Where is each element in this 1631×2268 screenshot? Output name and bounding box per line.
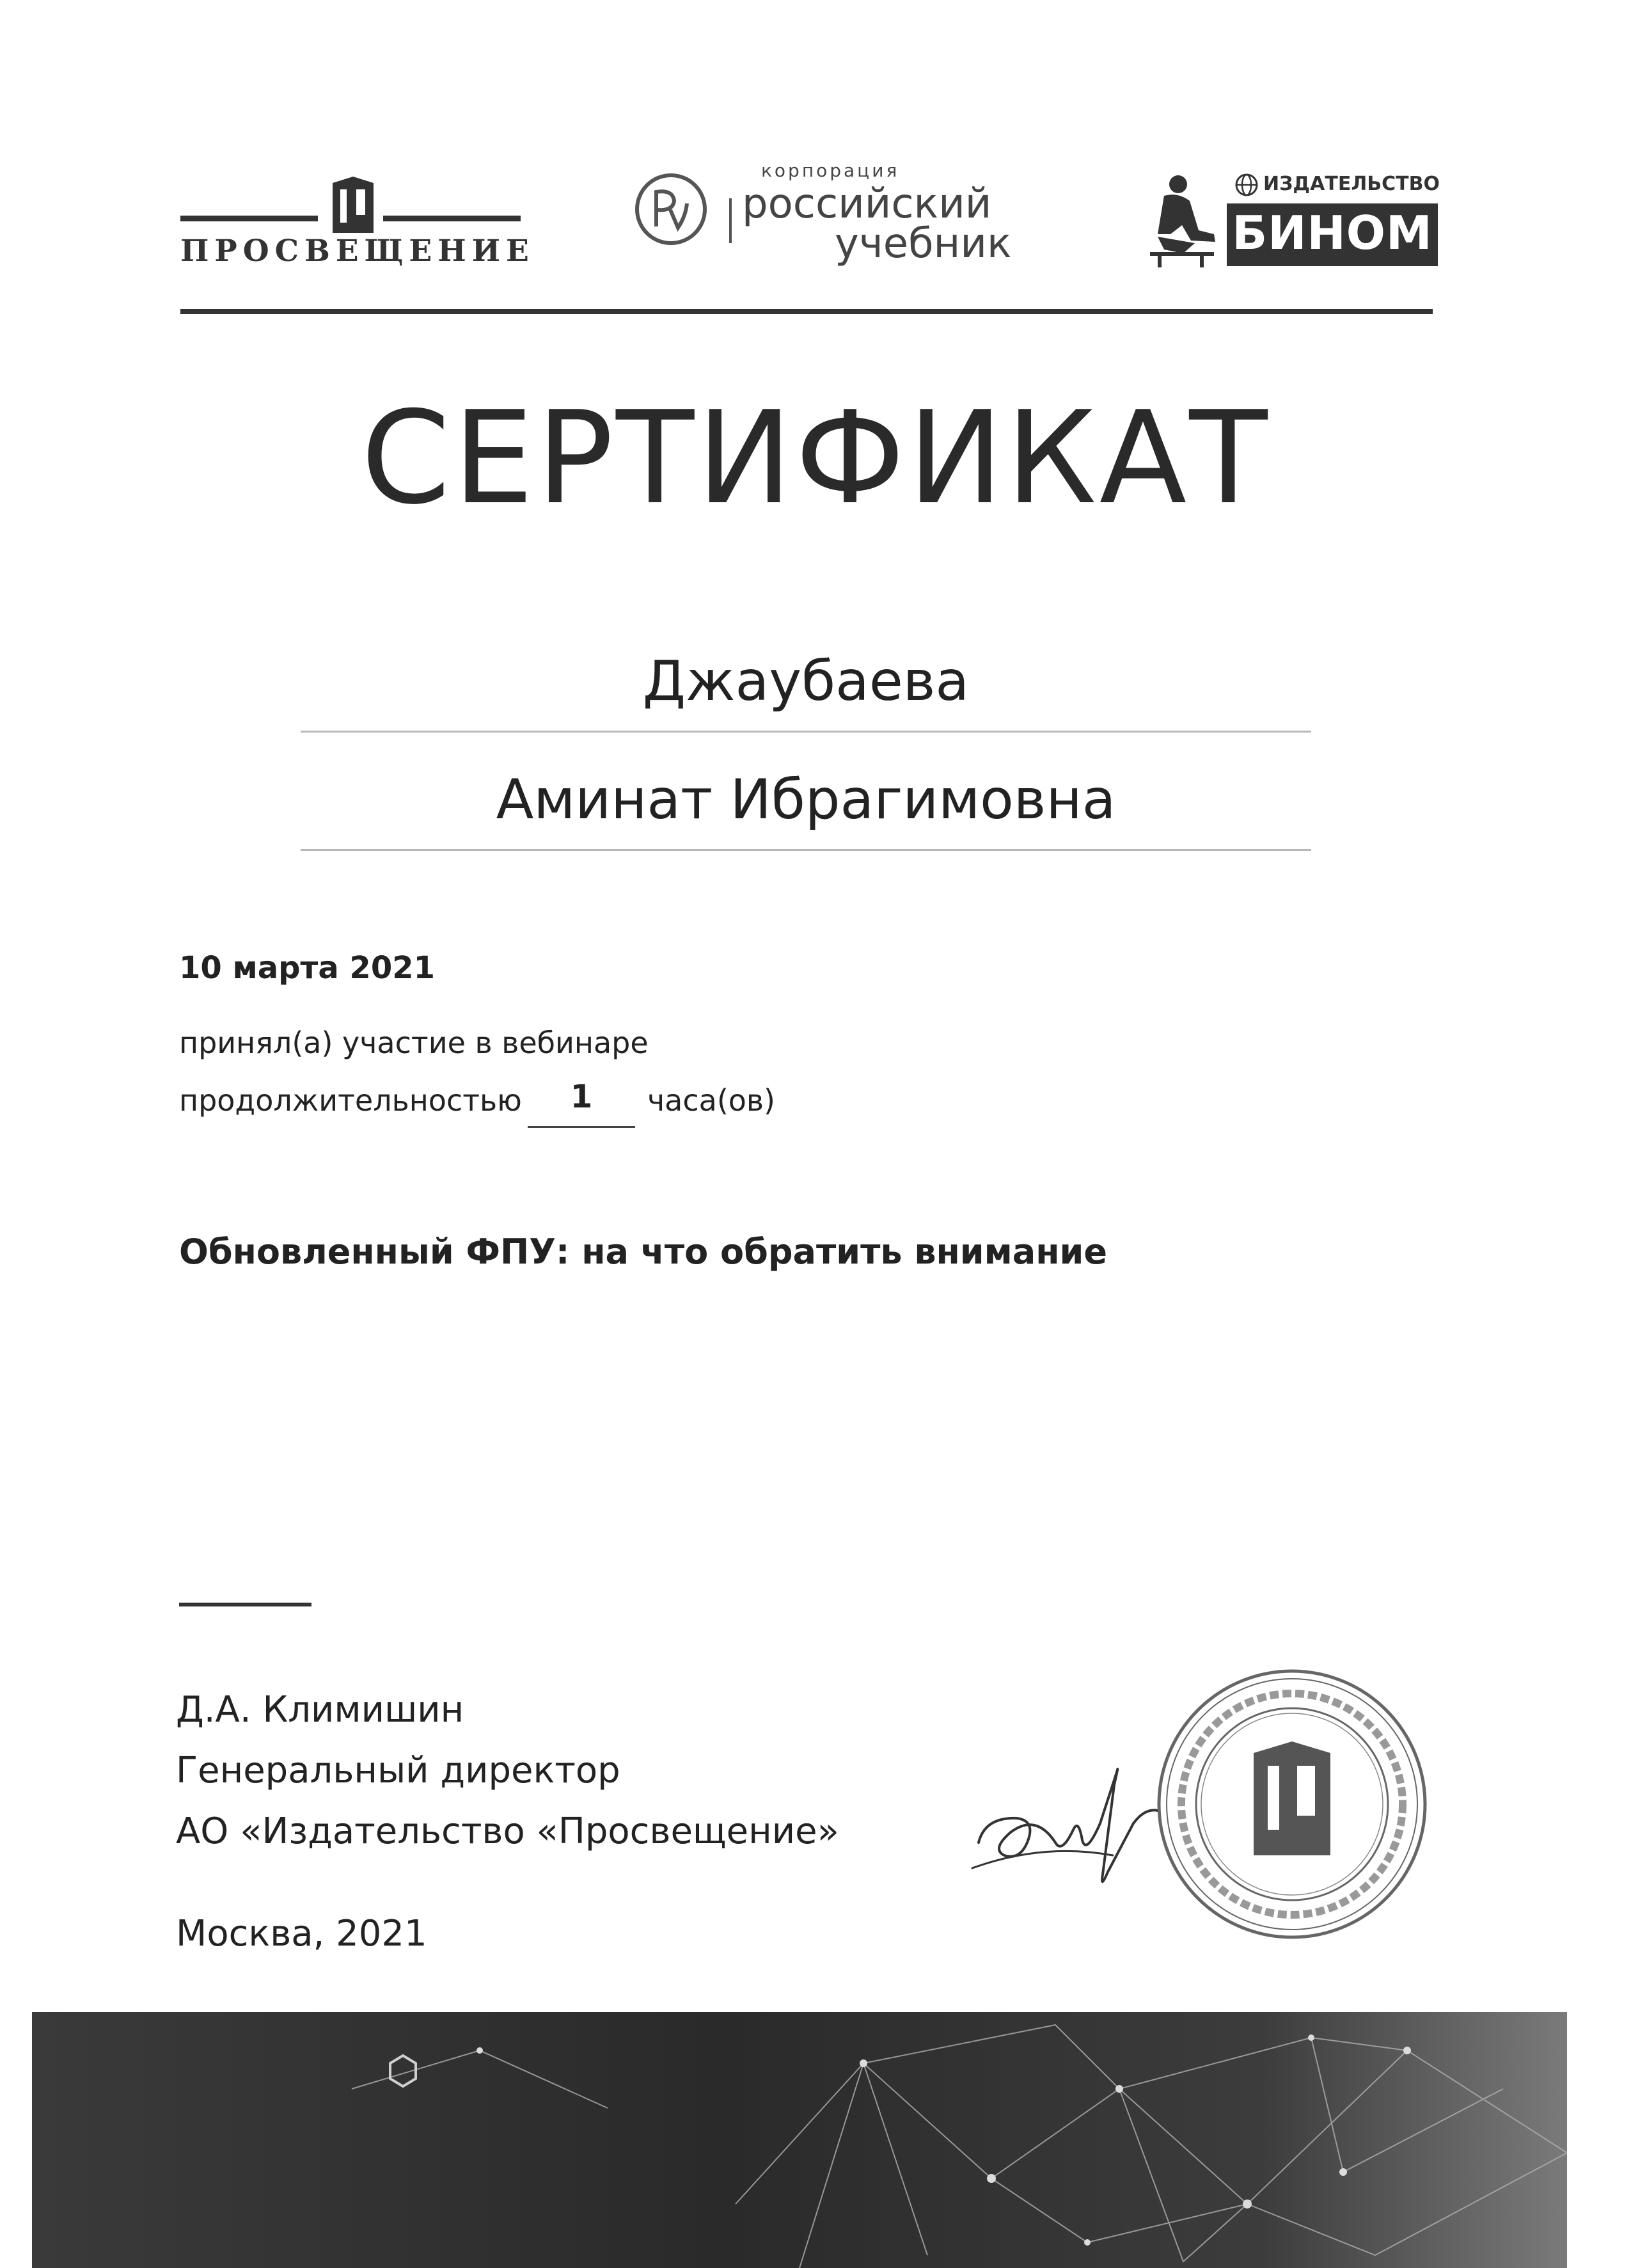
participation-text: принял(а) участие в вебинаре: [179, 1026, 649, 1060]
signature-rule: [179, 1603, 311, 1606]
prosveshchenie-emblem-icon: [327, 174, 379, 238]
duration-prefix: продолжительностью: [179, 1083, 522, 1118]
binom-logo: [1145, 166, 1446, 275]
duration-underline: [528, 1126, 635, 1128]
header-divider: [180, 309, 1433, 314]
company-seal: [1151, 1663, 1433, 1945]
ru-monogram-icon: [633, 171, 709, 247]
signatory-position: Генеральный директор: [176, 1750, 620, 1791]
globe-icon: [1234, 173, 1259, 197]
logo-bar-left: [180, 216, 318, 221]
prosveshchenie-wordmark: ПРОСВЕЩЕНИЕ: [180, 234, 535, 269]
russian-textbook-logo: [633, 154, 1043, 269]
logo-separator: [729, 198, 732, 243]
signatory-organization: АО «Издательство «Просвещение»: [176, 1811, 839, 1852]
network-banner: [32, 2012, 1567, 2268]
certificate-title: СЕРТИФИКАТ: [361, 384, 1270, 533]
duration-value: 1: [570, 1078, 593, 1115]
logo-bar-right: [383, 216, 521, 221]
given-names-underline: [301, 849, 1311, 851]
ru-corp-label: корпорация: [761, 160, 900, 181]
recipient-surname: Джаубаева: [642, 649, 970, 713]
surname-underline: [301, 731, 1311, 733]
webinar-topic: Обновленный ФПУ: на что обратить внимание: [179, 1232, 1107, 1272]
signatory-name: Д.А. Климишин: [176, 1689, 464, 1731]
prosveshchenie-logo: [180, 168, 535, 276]
reading-figure-icon: [1145, 173, 1222, 269]
binom-name-box: [1227, 203, 1438, 266]
binom-name: БИНОМ: [1232, 206, 1433, 260]
city-year: Москва, 2021: [176, 1913, 427, 1955]
ru-name-line2: учебник: [835, 220, 1012, 267]
webinar-date: 10 марта 2021: [179, 950, 436, 986]
binom-publisher-label: ИЗДАТЕЛЬСТВО: [1263, 173, 1440, 195]
ru-name-line1: российский: [742, 180, 992, 228]
recipient-given-names: Аминат Ибрагимовна: [496, 768, 1116, 832]
duration-suffix: часа(ов): [647, 1083, 775, 1118]
